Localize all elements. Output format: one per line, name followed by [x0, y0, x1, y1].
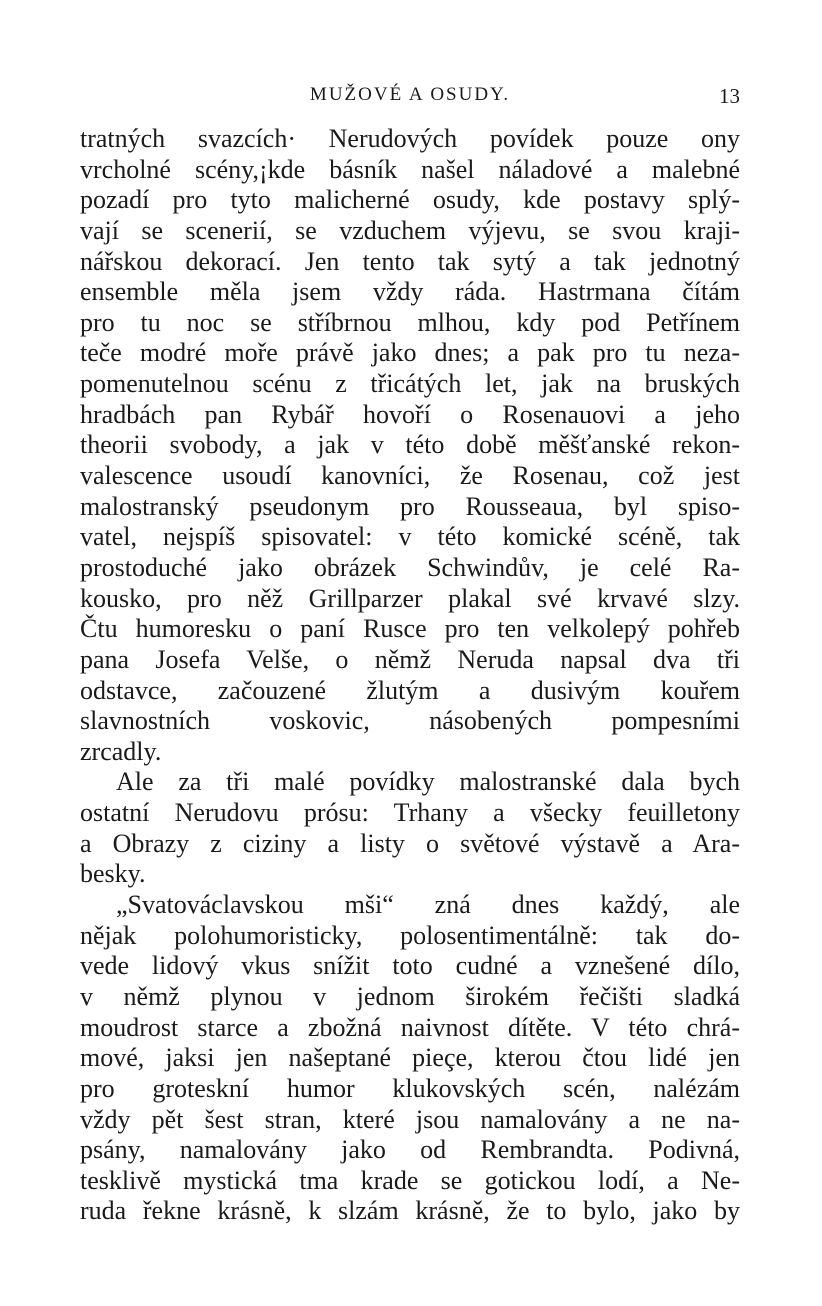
text-line: prostoduché jako obrázek Schwindův, je celé Ra-: [80, 552, 740, 582]
text-line: valescence usoudí kanovníci, že Rosenau, což jest: [80, 461, 740, 491]
body-text: [80, 124, 740, 1227]
text-line: malostranský pseudonym pro Rousseaua, byl spiso-: [80, 491, 740, 521]
text-line: teče modré moře právě jako dnes; a pak pro tu neza-: [80, 338, 740, 368]
text-line: hradbách pan Rybář hovoří o Rosenauovi a jeho: [80, 399, 740, 429]
text-line: tesklivě mystická tma krade se gotickou lodí, a Ne-: [80, 1165, 740, 1195]
text-line: ruda řekne krásně, k slzám krásně, že to bylo, jako by: [80, 1196, 740, 1226]
text-line: ostatní Nerudovu prósu: Trhany a všecky feuilletony: [80, 798, 740, 828]
text-line: vždy pět šest stran, které jsou namalovány a ne na-: [80, 1104, 740, 1134]
text-line: pomenutelnou scénu z třicátých let, jak na bruských: [80, 369, 740, 399]
text-line: psány, namalovány jako od Rembrandta. Podivná,: [80, 1135, 740, 1165]
text-line: mové, jaksi jen našeptané pieçe, kterou čtou lidé jen: [80, 1043, 740, 1073]
text-line: vatel, nejspíš spisovatel: v této komické scéně, tak: [80, 522, 740, 552]
text-line: nářskou dekorací. Jen tento tak sytý a tak jednotný: [80, 246, 740, 276]
text-line: slavnostních voskovic, násobených pompesními: [80, 706, 740, 736]
text-line: vrcholné scény,¡kde básník našel náladové a malebné: [80, 154, 740, 184]
text-line: v němž plynou v jednom širokém řečišti sladká: [80, 981, 740, 1011]
text-line: pana Josefa Velše, o němž Neruda napsal dva tři: [80, 644, 740, 674]
running-title: MUŽOVÉ A OSUDY.: [309, 84, 511, 105]
text-line: Čtu humoresku o paní Rusce pro ten velkolepý pohřeb: [80, 614, 740, 644]
text-line: pro groteskní humor klukovských scén, nalézám: [80, 1073, 740, 1103]
page-header: [80, 84, 740, 114]
text-line: vede lidový vkus snížit toto cudné a vznešené dílo,: [80, 951, 740, 981]
text-line: Ale za tři malé povídky malostranské dala bych: [116, 767, 740, 797]
text-line: odstavce, začouzené žlutým a dusivým kouřem: [80, 675, 740, 705]
text-line: pozadí pro tyto malicherné osudy, kde postavy splý-: [80, 185, 740, 215]
page-number: 13: [719, 84, 740, 108]
text-line: a Obrazy z ciziny a listy o světové výstavě a Ara-: [80, 828, 740, 858]
text-line: kousko, pro něž Grillparzer plakal své krvavé slzy.: [80, 583, 740, 613]
text-line: theorii svobody, a jak v této době měšťanské rekon-: [80, 430, 740, 460]
text-line: besky.: [80, 859, 146, 889]
text-line: vají se scenerií, se vzduchem výjevu, se svou kraji-: [80, 215, 740, 245]
text-line: ensemble měla jsem vždy ráda. Hastrmana čítám: [80, 277, 740, 307]
text-line: nějak polohumoristicky, polosentimentálně: tak do-: [80, 920, 740, 950]
text-line: tratných svazcích· Nerudových povídek pouze ony: [80, 124, 740, 153]
text-line: „Svatováclavskou mši“ zná dnes každý, ale: [116, 890, 740, 920]
text-line: moudrost starce a zbožná naivnost dítěte. V této chrá-: [80, 1012, 740, 1042]
text-line: zrcadly.: [80, 736, 162, 766]
text-line: pro tu noc se stříbrnou mlhou, kdy pod Petřínem: [80, 307, 740, 337]
